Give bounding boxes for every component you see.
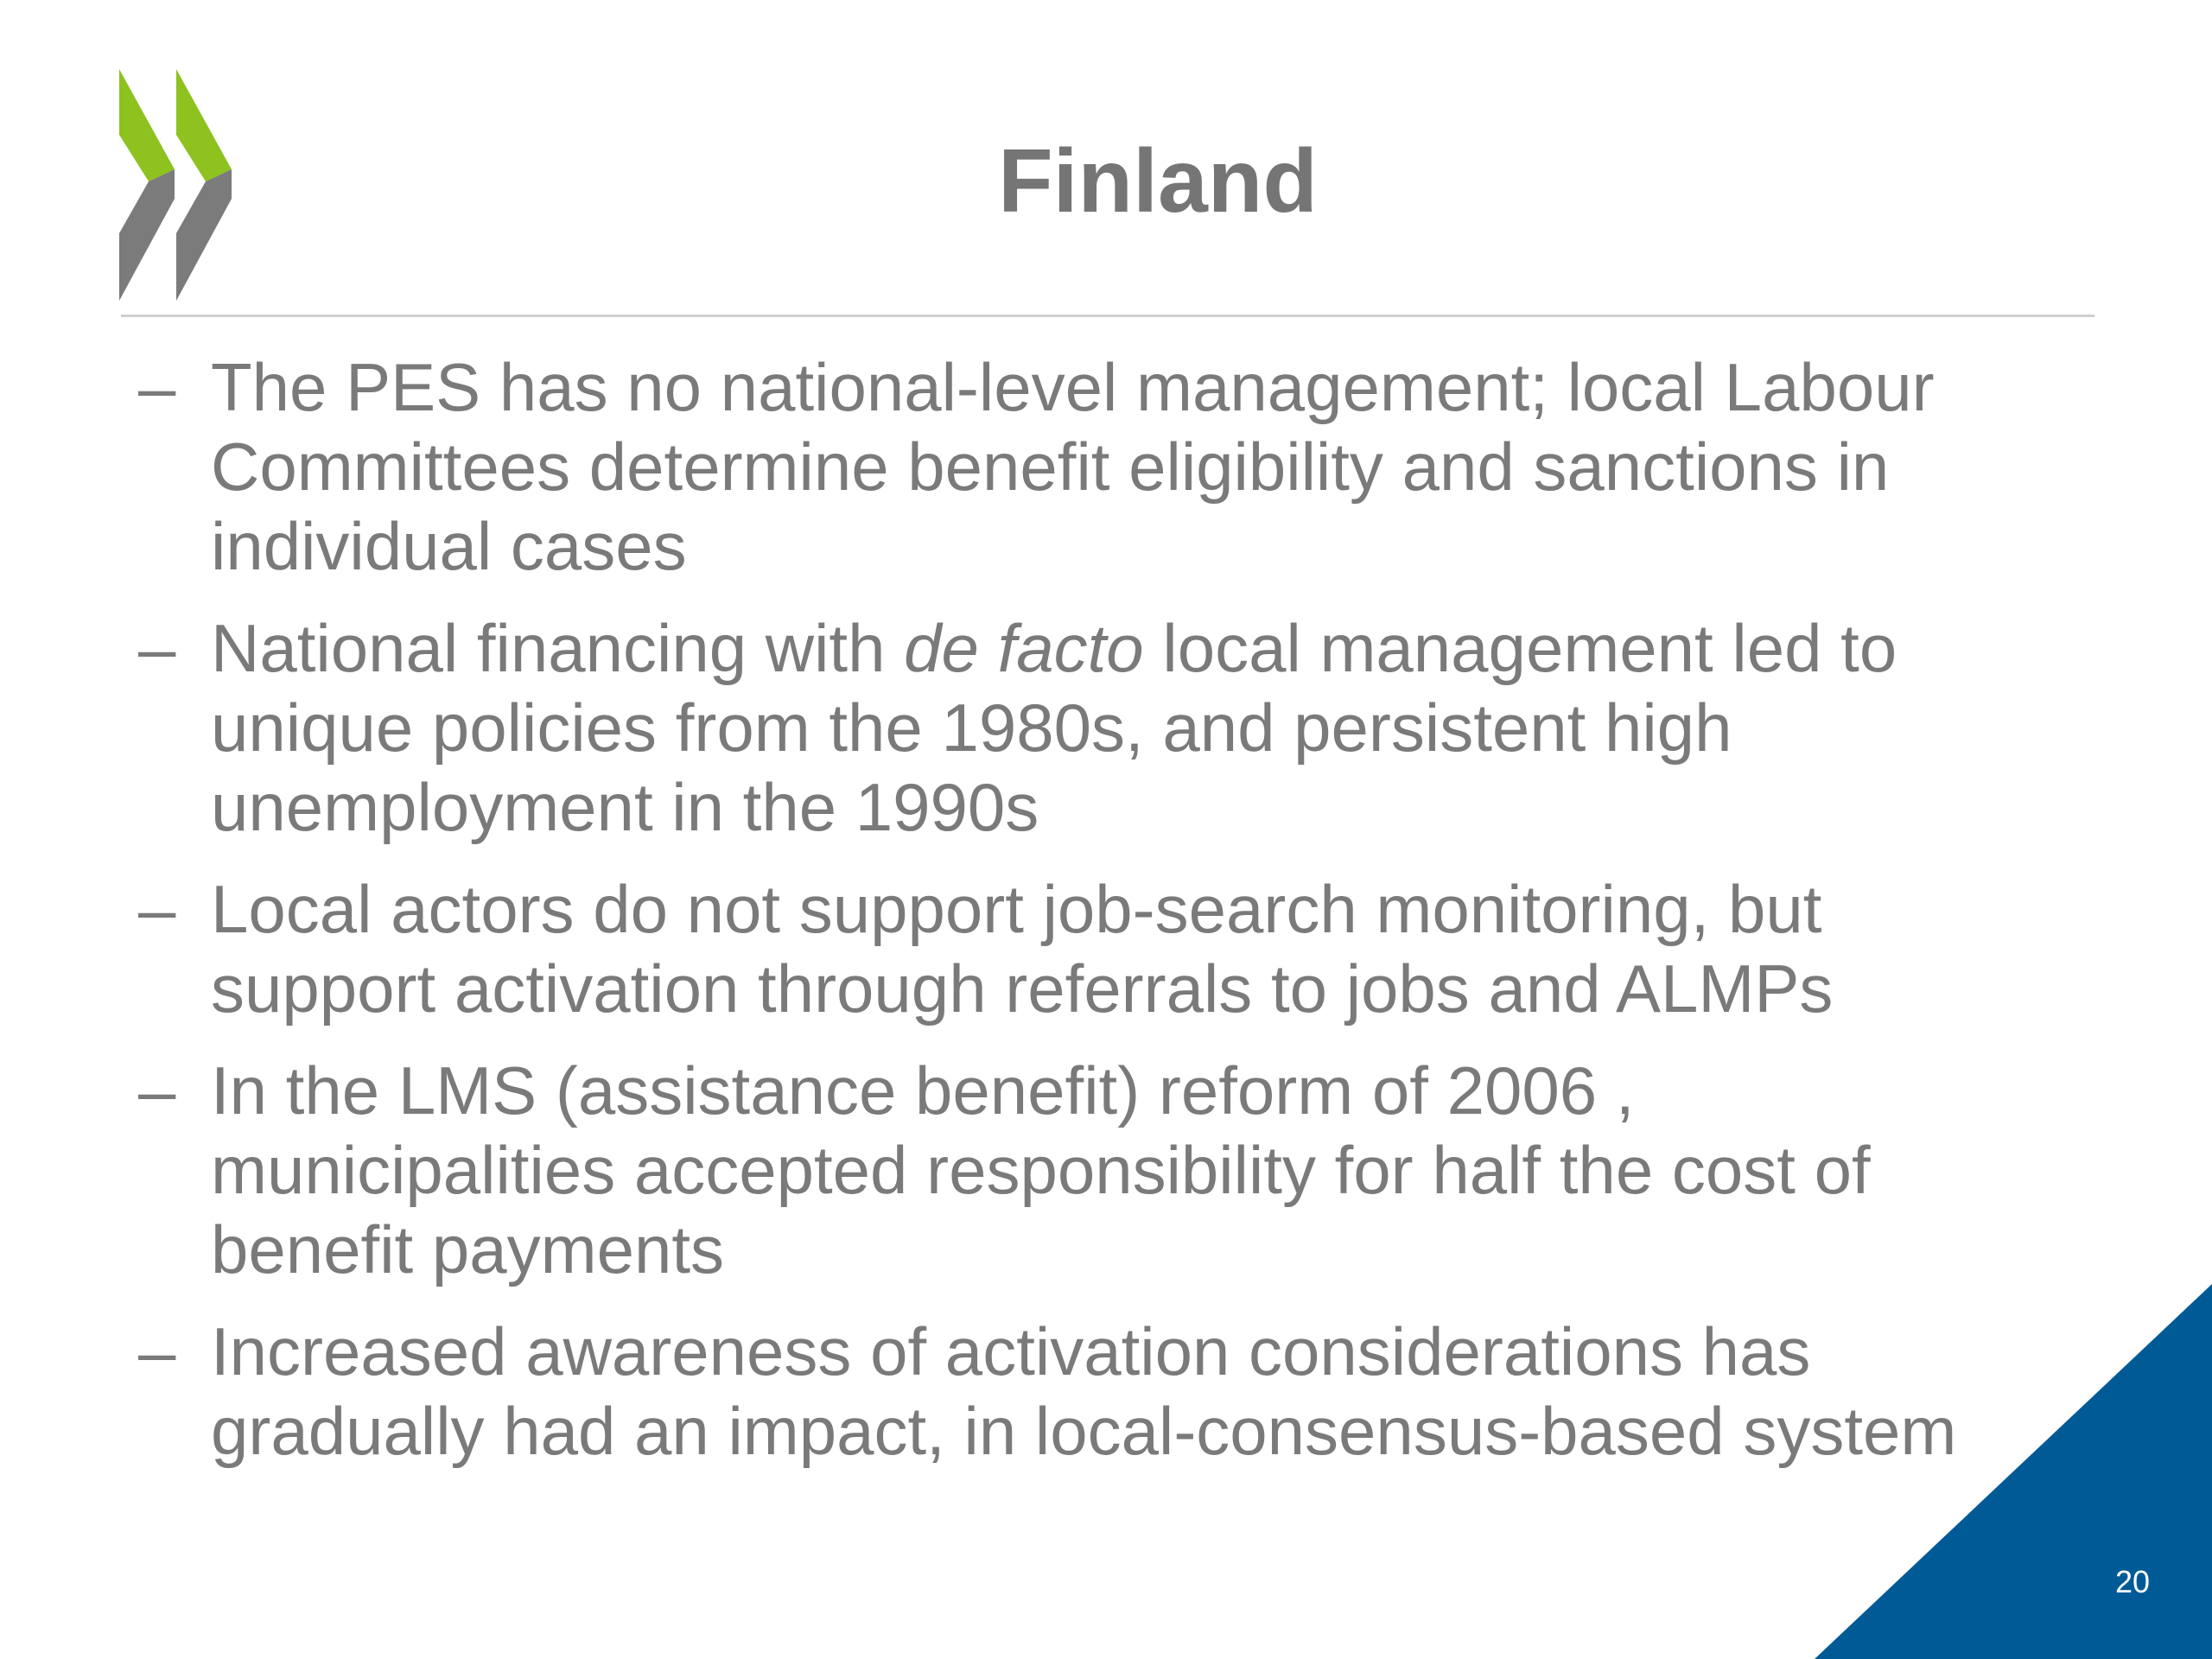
- bullet-line: gradually had an impact, in local-consensus-based system: [211, 1393, 1957, 1469]
- bullet-line: Increased awareness of activation considerations has: [211, 1313, 1811, 1389]
- bullet-marker: –: [138, 349, 176, 425]
- bullet-item: [138, 347, 2126, 586]
- bullet-line: Committees determine benefit eligibility and sanctions in: [211, 429, 1890, 505]
- bullet-item: [138, 608, 2126, 847]
- bullet-marker: –: [138, 1313, 176, 1389]
- bullet-line: The PES has no national-level management; local Labour: [211, 349, 1935, 425]
- bullet-line: benefit payments: [211, 1211, 725, 1287]
- bullet-line: Local actors do not support job-search monitoring, but: [211, 871, 1822, 947]
- corner-triangle-decoration: [1815, 1284, 2212, 1659]
- bullet-item: [138, 869, 2126, 1028]
- title-divider: [121, 315, 2094, 317]
- bullet-line: unique policies from the 1980s, and persistent high: [211, 690, 1732, 766]
- bullet-italic-text: de facto: [904, 610, 1144, 686]
- bullet-marker: –: [138, 610, 176, 686]
- bullet-line: support activation through referrals to jobs and ALMPs: [211, 950, 1834, 1027]
- slide-title: Finland: [998, 131, 1318, 232]
- bullet-line: individual cases: [211, 508, 687, 584]
- slide-number: 20: [2114, 1564, 2150, 1599]
- bullet-line: unemployment in the 1990s: [211, 769, 1039, 845]
- bullet-item: [138, 1051, 2126, 1289]
- bullet-text: National financing with: [211, 610, 905, 686]
- bullet-marker: –: [138, 871, 176, 947]
- bullet-line: In the LMS (assistance benefit) reform of 2006 ,: [211, 1052, 1635, 1128]
- bullet-marker: –: [138, 1052, 176, 1128]
- bullet-line: [211, 608, 2126, 688]
- bullet-text: local management led to: [1143, 610, 1897, 686]
- bullet-line: municipalities accepted responsibility for half the cost of: [211, 1132, 1871, 1208]
